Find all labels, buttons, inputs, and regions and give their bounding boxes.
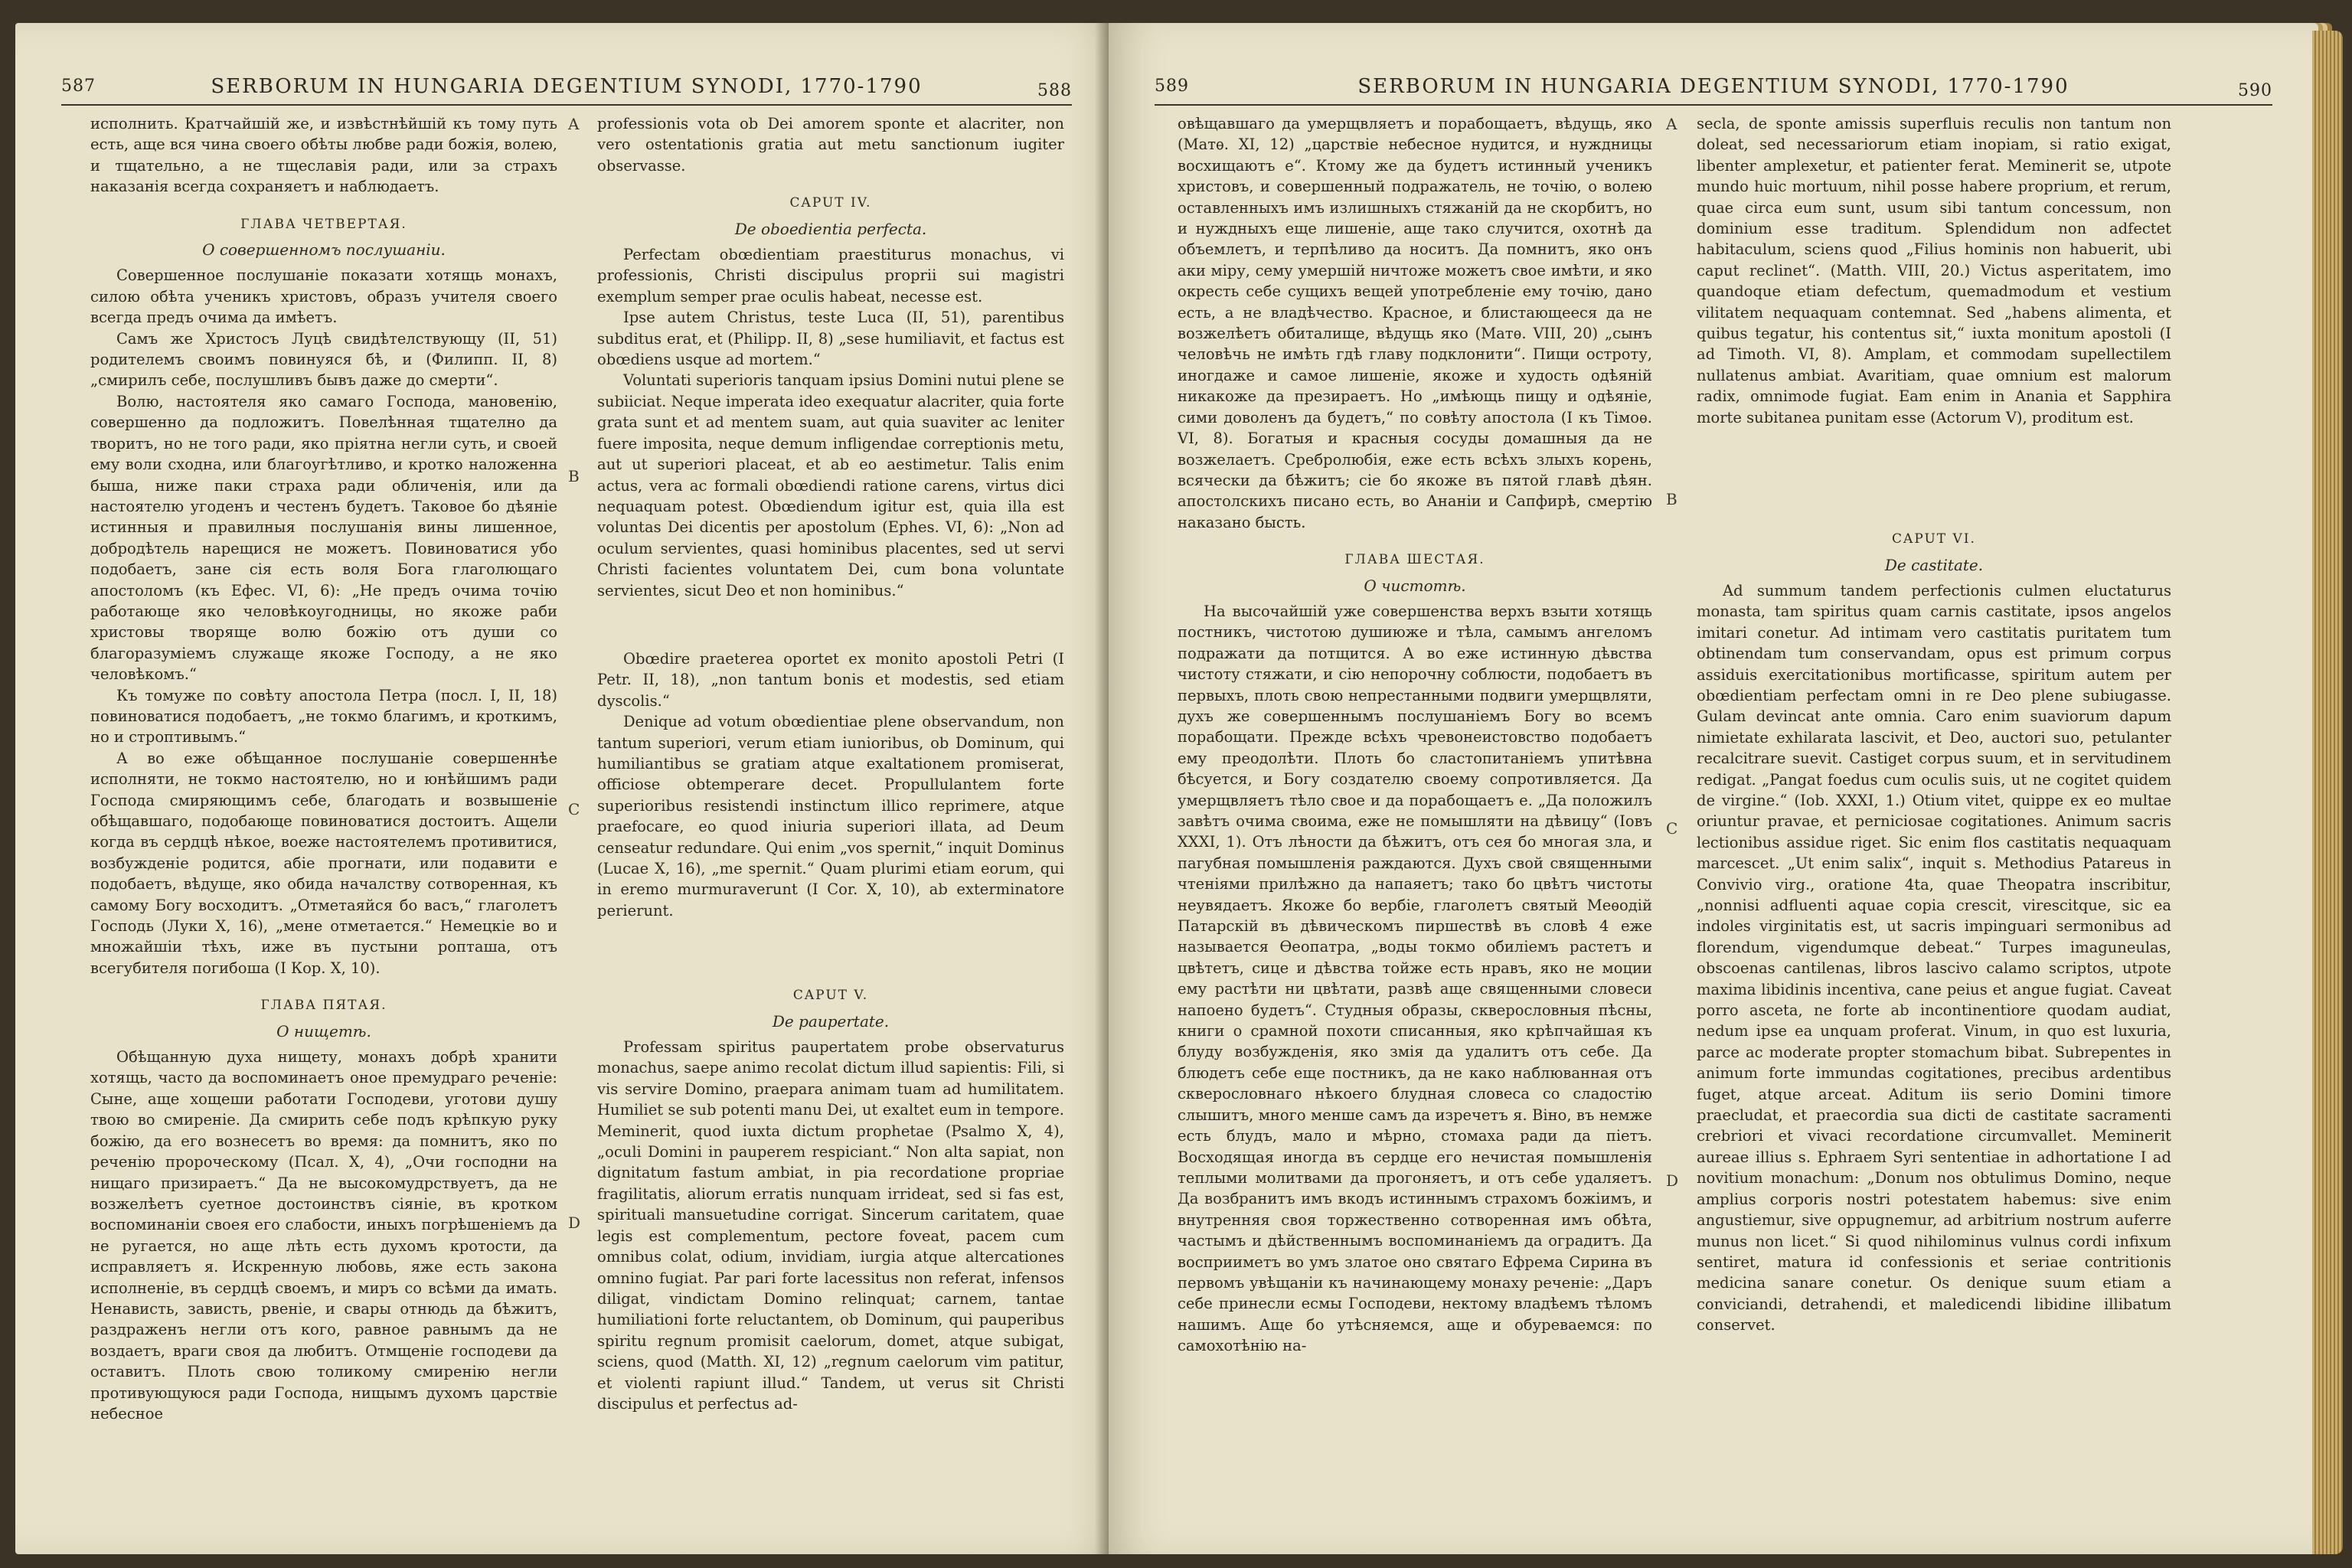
paragraph: А во еже обѣщанное послушаніе совершеннѣе исполняти, не токмо настоятелю, но и юнѣйшимъ ради Господа смиряющимъ себе, благодать и возвышеніе обѣщавшаго, подобающе повиноватися достоитъ. Ащели когда въ сердцѣ нѣкое, воеже настоятелемъ противитися, возбужденіе родится, абіе прогнати, или подавити е подобаетъ, вѣдуще, яко обида началству сотворенная, къ самому Богу восходитъ. „Отметаяйся бо васъ,“ глаголетъ Господь (Луки X, 16), „мене отметается.“ Немецкіе во и множайшіи тѣхъ, иже въ пустыни ропташа, отъ всегубителя погибоша (I Кор. X, 10). — [90, 749, 557, 977]
paragraph: Совершенное послушаніе показати хотящь монахъ, силою обѣта ученикъ христовъ, образъ учителя своего всегда предъ очима да имѣетъ. — [90, 266, 557, 327]
chapter-heading: ГЛАВА ПЯТАЯ. — [260, 998, 387, 1014]
page-number: 587 — [61, 77, 96, 96]
page-edges — [2312, 31, 2343, 1554]
chapter-heading: ГЛАВА ЧЕТВЕРТАЯ. — [240, 216, 407, 232]
spacer — [597, 601, 1064, 648]
chapter-subtitle: De paupertate. — [772, 1011, 890, 1031]
paragraph: Denique ad votum obœdientiae plene observandum, non tantum superiori, verum etiam iunioribus, ob Dominum, qui humiliantibus se gratiam atque exaltationem promiserat, officiose obtemperare decet. Propullulantem forte superioribus resistendi instinctum illico reprimere, atque praefocare, eo quod iniuria superiori illata, ad Deum censeatur redundare. Qui enim „vos spernit,“ inquit Dominus (Lucae X, 16), „me spernit.“ Quam plurimi etiam eorum, qui in eremo murmuraverunt (I Cor. X, 10), ab exterminatore perierunt. — [597, 713, 1064, 920]
paragraph: Волю, настоятеля яко самаго Господа, мановенію, совершенно да подложитъ. Повелѣнная тщателно да творитъ, но не того ради, яко пріятна негли суть, и своей ему воли сходна, или благоугѣтливо, и кротко наложенна быша, ниже паки страха ради обличенія, или да настоятелю угоденъ и честенъ будетъ. Таковое бо дѣяніе истинныя и правилныя послушанія вины лишенное, добродѣтель нарещися не можетъ. Повиноватися убо подобаетъ, зане сія есть воля Бога глаголющаго апостоломъ (къ Ефес. VI, 6): „Не предъ очима точію работающе яко человѣкоугодницы, но якоже раби христовы творяще волю божію отъ души со благоразуміемъ служаще якоже Господу, а не яко человѣкомъ.“ — [90, 392, 557, 684]
paragraph: Обѣщанную духа нищету, монахъ добрѣ хранити хотящь, часто да воспоминаетъ оное премудраго реченіе: Сыне, аще хощеши работати Господеви, уготови душу твою во смиреніе. Да смирить себе подъ крѣпкую руку божію, да его вознесетъ во время: да помнитъ, яко по реченію пророческому (Псал. X, 4), „Очи господни на нищаго призираетъ.“ Да не высокомудрствуетъ, да не возжелѣетъ суетное достоинствъ сіяніе, въ кротком воспоминаніи своея его слабости, иныхъ погрѣшеніемъ да не ругается, но аще лѣть есть духомъ кротости, да исправляетъ я. Искренную любовь, яже есть закона исполненіе, въ сердцѣ своемъ, и миръ со всѣми да имать. Ненависть, зависть, рвеніе, и свары отнюдь да бѣжитъ, раздраженъ негли отъ кого, равное равнымъ да не воздаетъ, враги своя да любитъ. Отмщеніе господеви да оставитъ. Плоть свою толикому смиренію негли противующуюся ради Господа, нищымъ духомъ царствіе небесное — [90, 1048, 557, 1423]
running-title: SERBORUM IN HUNGARIA DEGENTIUM SYNODI, 1770-1790 — [211, 75, 923, 98]
chapter-heading: CAPUT V. — [792, 988, 869, 1004]
chapter-heading: CAPUT IV. — [789, 195, 872, 211]
chapter-subtitle: О нищетѣ. — [276, 1021, 371, 1040]
section-marker: D — [1666, 1171, 1679, 1190]
paragraph: Къ томуже по совѣту апостола Петра (посл. I, II, 18) повиноватися подобаетъ, „не токмо благимъ, и кроткимъ, но и строптивымъ.“ — [90, 686, 557, 746]
spacer — [1697, 428, 2171, 512]
chapter-heading: CAPUT VI. — [1892, 531, 1976, 547]
paragraph: Obœdire praeterea oportet ex monito apostoli Petri (I Petr. II, 18), „non tantum bonis et modestis, sed etiam dyscolis.“ — [597, 649, 1064, 710]
running-title: SERBORUM IN HUNGARIA DEGENTIUM SYNODI, 1770-1790 — [1357, 75, 2069, 98]
paragraph: Ad summum tandem perfectionis culmen eluctaturus monasta, tam spiritus quam carnis castitate, ipsos angelos imitari conetur. Ad intimam vero castitatis puritatem tum obtinendam tum conservandam, opus est primum corpus assiduis exercitationibus mortificasse, spiritum autem per obœdientiam perfectam omni in re Deo plene subiugasse. Gulam devincat ante omnia. Caro enim suaviorum dapum nimietate exhilarata lascivit, et Deo, auctori suo, petulanter recalcitrare suevit. Castiget corpus suum, et in servitudinem redigat. „Pangat foedus cum oculis suis, ut ne cogitet quidem de virgine.“ (Iob. XXXI, 1.) Otium vitet, quippe ex eo multae oriuntur pravae, et perniciosae cogitationes. Animum sacris lectionibus assidue riget. Sic enim flos castitatis nequaquam marcescet. „Ut enim salix“, inquit s. Methodius Patareus in Convivio virg., oratione 4ta, quae Theopatra inscribitur, „nonnisi adfluenti aquae copia crescit, virescitque, sic ea indoles virginitatis est, ut sacris impinguari sermonibus ad florendum, vigendumque debeat.“ Turpes imaguneulas, obscoenas cantilenas, libros lascivo calamo scriptos, utpote maxima libidinis incentiva, cane peius et angue fugiat. Caveat porro asceta, ne forte ab incontinentiore quodam audiat, nedum ipse ea unquam proferat. Vinum, in quo est luxuria, parce ac moderate propter stomachum bibat. Subrepentes in animum forte immundas cogitationes, precibus ardentibus fuget, atque arceat. Aditum iis serio Domini timore praecludat, et praecordia sua dicti de castitate sacramenti crebriori et vivaci recordatione circumvallet. Meminerit aureae illius s. Ephraem Syri sententiae in adhortatione I ad novitium monachum: „Donum nos obtulimus Domino, neque amplius corporis nostri potestatem habemus: sive enim angustiemur, sive oppugnemur, ad arbitrium nostrum auferre munus non licet.“ Si quod nihilominus vulnus cordi infixum sentiret, matura id confessionis et seriae contritionis medicina sanare conetur. Os denique suum etiam a conviciandi, detrahendi, et maledicendi libidine illibatum conservet. — [1697, 581, 2171, 1334]
paragraph: На высочайшій уже совершенства верхъ взыти хотящь постникъ, чистотою душиюже и тѣла, самымъ ангеломъ подражати да потщится. А во еже истинную дѣвства чистоту стяжати, и сію непорочну соблюсти, подобаетъ въ первыхъ, плоть свою непрестанными подвиги умерщвляти, духъ же совершеннымъ послушаніемъ Богу во всемъ порабощати. Прежде всѣхъ чревонеистовство подобаетъ ему преодолѣти. Плоть бо сластопитаніемъ упитѣвна бѣсуется, и Богу создателю своему сопротивляется. Да умерщвляетъ тѣло свое и да порабощаетъ е. „Да положилъ завѣтъ очима своима, еже не помышляти на дѣвицу“ (Іовъ XXXI, 1). Отъ лѣности да бѣжитъ, отъ сея бо многая зла, и пагубная помышленія раждаются. Духъ свой священными чтеніями прилѣжно да напаяетъ; тако бо цвѣтъ чистоты неувядаетъ. Якоже бо вербіе, глаголетъ святый Меѳодій Патарскій въ дѣвическомъ пиршествѣ въ словѣ 4 еже называется Ѳеопатра, „воды токмо обиліемъ растетъ и цвѣтетъ, сице и дѣвства тойже есть нравъ, яко не моции ему растѣти ни цвѣтати, развѣ аще священными словеси напоено будетъ“. Студныя образы, скверословныя пѣсны, книги о срамной похоти списанныя, яко крѣпчайшая къ блуду возбужденія, яко змія да удалитъ отъ себе. Да блюдетъ себе еще постникъ, да не како наблюванная отъ скверословнаго нѣкоего блудная словеса со сладостію слышитъ, много менше самъ да изречетъ я. Віно, въ немже есть блудъ, мало и мѣрно, стомаха ради да піетъ. Восходящая иногда въ сердце его нечистая помышленія теплыми молитвами да прогоняетъ, и отъ себе удаляетъ. Да возбранитъ имъ вкодъ истиннымъ страхомъ божіимъ, и внутренняя своя торжественно сотворенная имъ обѣта, частымъ и дѣйственнымъ воспоминаніемъ да оградитъ. Да восприиметъ во умъ златое оно святаго Ефрема Сирина въ первомъ увѣщаніи къ начинающему монаху реченіе: „Даръ себе принесли есмы Господеви, нектому владѣемъ тѣломъ нашимъ. Аще бо утѣсняемся, аще и обуреваемся: по самохотѣнію на- — [1178, 602, 1652, 1355]
church-slavonic-column — [1178, 113, 1652, 1357]
page-number: 588 — [1037, 81, 1072, 100]
chapter-subtitle: De oboedientia perfecta. — [734, 219, 927, 238]
section-marker: A — [568, 115, 580, 133]
paragraph: Ipse autem Christus, teste Luca (II, 51), parentibus subditus erat, et (Philipp. II, 8) „sese humiliavit, et factus est obœdiens usque ad mortem.“ — [597, 309, 1064, 369]
paragraph: secla, de sponte amissis superfluis reculis non tantum non doleat, sed necessariorum etiam inopiam, si ratio exigat, libenter amplexetur, et patienter ferat. Meminerit se, utpote mundo huic mortuum, nihil posse habere proprium, et rerum, quae circa eum sunt, usum sibi tantum concessum, non dominium esse traditum. Splendidum non adfectet habitaculum, sciens quod „Filius hominis non habuerit, ubi caput reclinet“. (Matth. VIII, 20.) Victus asperitatem, imo quandoque etiam defectum, quemadmodum et vestium vilitatem nequaquam contemnat. Sed „habens alimenta, et quibus tegatur, his contentus sit,“ iuxta monitum apostoli (I ad Timoth. VI, 8). Amplam, et commodam supellectilem nullatenus ambiat. Avaritiam, quae omnium est malorum radix, omnimode fugiat. Eam enim in Anania et Sapphira morte subitanea punitam esse (Actorum V), proditum est. — [1697, 115, 2171, 426]
section-marker: C — [568, 800, 580, 818]
running-header-left — [61, 70, 1072, 106]
section-marker: D — [568, 1214, 581, 1232]
section-marker: C — [1666, 819, 1678, 838]
section-marker: B — [1666, 490, 1677, 508]
left-page — [15, 23, 1118, 1554]
latin-column — [597, 113, 1064, 1414]
paragraph: Perfectam obœdientiam praestiturus monachus, vi professionis, Christi discipulus proprii sui magistri exemplum semper prae oculis habeat, necesse est. — [597, 246, 1064, 305]
chapter-subtitle: О чистотѣ. — [1364, 576, 1466, 595]
chapter-subtitle: О совершенномъ послушаніи. — [202, 240, 446, 260]
section-marker: B — [568, 467, 580, 485]
paragraph: Professam spiritus paupertatem probe observaturus monachus, saepe animo recolat dictum illud sapientis: Fili, si vis servire Domino, praepara animam tuam ad humilitatem. Humiliet se sub potenti manu Dei, ut exaltet eum in tempore. Meminerit, quod iuxta dictum prophetae (Psalmo X, 4), „oculi Domini in pauperem respiciant.“ Non alta sapiat, non dignitatum fastum ambiat, in pia recordatione propriae fragilitatis, aliorum erratis nunquam irrideat, sed si fas est, spirituali mansuetudine corrigat. Sincerum caritatem, quae legis est complementum, pectore foveat, pacem cum omnibus colat, odium, invidiam, iurgia atque altercationes omnino fugiat. Par pari forte lacessitus non referat, infensos diligat, vindictam Domino relinquat; carnem, tantae humiliationi forte reluctantem, ob Dominum, qui pauperibus spiritu regnum promisit caelorum, domet, atque subigat, sciens, quod (Matth. XI, 12) „regnum caelorum vim patitur, et violenti rapiunt illud.“ Tandem, ut verus sit Christi discipulus et perfectus ad- — [597, 1038, 1064, 1413]
right-page — [1109, 23, 2318, 1554]
latin-column — [1697, 113, 2171, 1336]
paragraph: professionis vota ob Dei amorem sponte et alacriter, non vero ostentationis gratia aut metu sanctionum iugiter observasse. — [597, 115, 1064, 175]
paragraph: Самъ же Христосъ Луцѣ свидѣтелствующу (II, 51) родителемъ своимъ повинуяся бѣ, и (Филипп. II, 8) „смирилъ себе, послушливъ бывъ даже до смерти“. — [90, 329, 557, 390]
paragraph: исполнить. Кратчайшій же, и извѣстнѣйшій къ тому путь есть, аще вся чина своего обѣты любве ради божія, волею, и тщательно, а не тщеславія ради, или за страхъ наказанія всегда сохраняетъ и наблюдаетъ. — [90, 115, 557, 196]
chapter-subtitle: De castitate. — [1884, 555, 1984, 574]
church-slavonic-column — [90, 113, 557, 1424]
page-number: 589 — [1155, 77, 1189, 96]
paragraph: овѣщавшаго да умерщвляетъ и порабощаетъ, вѣдущь, яко (Матѳ. XI, 12) „царствіе небесное нудится, и нуждницы восхищаютъ е“. Ктому же да будетъ истинный ученикъ христовъ, и совершенный подражатель, не точію, о волею оставленныхъ имъ излишныхъ стяжаній да не скорбитъ, но и нуждныхъ еще лишеніе, аще тако случится, охотнѣ да объемлетъ, и терпѣливо да носитъ. Да помнитъ, яко онъ аки міру, сему умершій ничтоже можетъ свое имѣти, и яко окресть себе сущихъ вещей употребленіе ему точію, дано есть, а не владѣчество. Красное, и блистающееся да не возжелѣетъ обиталище, вѣдущь яко (Матѳ. VIII, 20) „сынъ человѣчь не имѣть гдѣ главу подклонити“. Пищи остроту, иногдаже и самое лишеніе, якоже и худость одѣяній никакоже да презираетъ. Но „имѣющь пищу и одѣяніе, сими доволенъ да будетъ,“ по совѣту апостола (I къ Тімоѳ. VI, 8). Богатыя и красныя сосуды домашныя да не возжелаетъ. Сребролюбія, еже есть всѣхъ злыхъ корень, всячески да бѣжитъ; сіе бо якоже въ пятой главѣ дѣян. апостолскихъ писано есть, во Ананіи и Сапфирѣ, смертію наказано бысть. — [1178, 115, 1652, 531]
page-number: 590 — [2238, 81, 2272, 100]
chapter-heading: ГЛАВА ШЕСТАЯ. — [1344, 552, 1485, 568]
running-header-right — [1155, 70, 2272, 106]
paragraph: Voluntati superioris tanquam ipsius Domini nutui plene se subiiciat. Neque imperata ideo exequatur alacriter, quia forte grata sunt et ad mentem suam, aut quia suaviter ac leniter fuere imposita, neque demum infligendae correptionis metu, aut ut superiori placeat, et ab eo aestimetur. Talis enim actus, vera ac formali obœdiendi ratione carens, virtus dici nequaquam potest. Obœdiendum igitur est, quia illa est voluntas Dei dicentis per apostolum (Ephes. VI, 6): „Non ad oculum servientes, quasi hominibus placentes, sed ut servi Christi facientes voluntatem Dei, cum bona voluntate servientes, sicut Deo et non hominibus.“ — [597, 371, 1064, 599]
spacer — [597, 921, 1064, 969]
section-marker: A — [1666, 115, 1677, 133]
